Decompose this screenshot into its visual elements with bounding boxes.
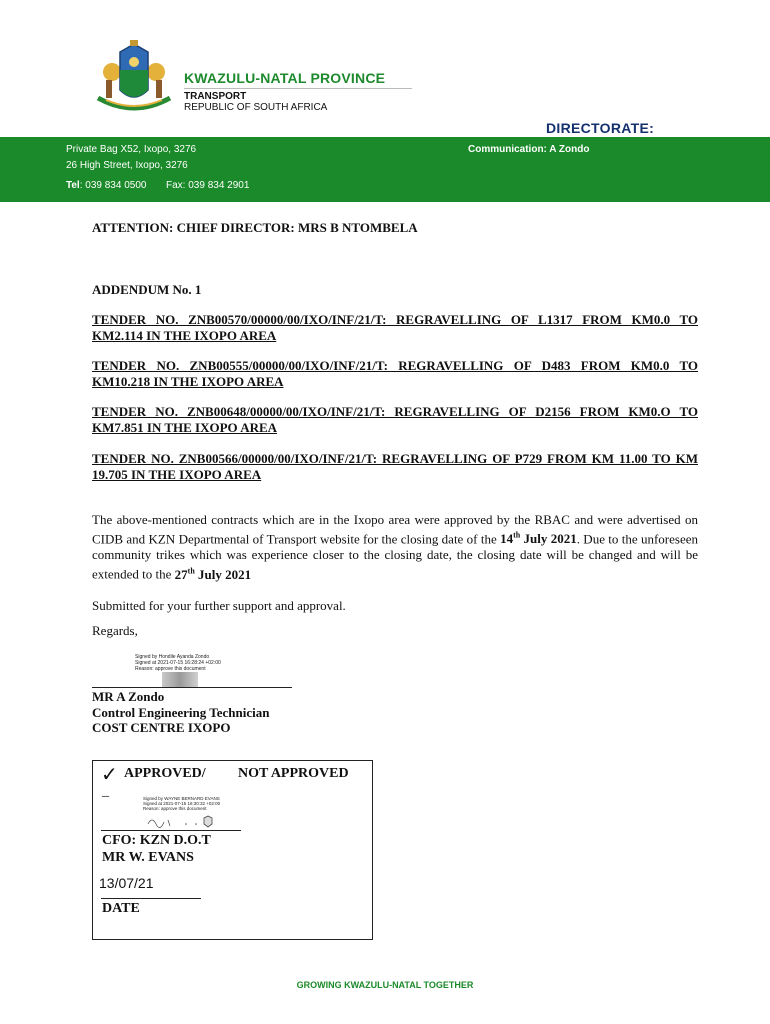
telephone-number xyxy=(66,180,146,191)
province-name: KWAZULU-NATAL PROVINCE xyxy=(184,70,386,86)
signature-meta-line: Signed by Hondile Ayanda Zondo xyxy=(135,654,210,660)
signature-line xyxy=(92,687,292,688)
not-approved-label: NOT APPROVED xyxy=(238,766,349,781)
addendum-title: ADDENDUM No. 1 xyxy=(92,282,202,297)
closing-date-original: 14th July 2021 xyxy=(500,531,577,547)
cfo-title: CFO: KZN D.O.T xyxy=(102,833,211,848)
street-address: 26 High Street, Ixopo, 3276 xyxy=(66,160,188,171)
letterhead-divider xyxy=(184,88,412,89)
signatory-cost-centre: COST CENTRE IXOPO xyxy=(92,720,231,735)
telephone-label: Tel xyxy=(66,180,80,191)
signatory-name: MR A Zondo xyxy=(92,689,165,704)
provincial-coat-of-arms-logo xyxy=(90,40,178,120)
submitted-line: Submitted for your further support and approval. xyxy=(92,598,346,613)
contact-band xyxy=(0,137,770,202)
signature-meta-line: Signed by WAYNE BERNARD EVANS xyxy=(143,796,220,801)
handwritten-signature-image xyxy=(146,812,236,830)
checkmark-icon: ✓ xyxy=(101,762,118,786)
body-text-part1: The above-mentioned contracts which are in the Ixopo area were approved by the RBAC and were advertised on CIDB and KZN Departmental of Transport website for the closing date of the xyxy=(92,512,698,547)
approved-label: APPROVED/ xyxy=(124,766,206,781)
signatory-title: Control Engineering Technician xyxy=(92,705,270,720)
approval-date-value: 13/07/21 xyxy=(99,875,154,891)
date-label: DATE xyxy=(102,901,140,916)
country-name: REPUBLIC OF SOUTH AFRICA xyxy=(184,102,328,113)
cfo-signature-line xyxy=(101,830,241,831)
telephone-value: : 039 834 0500 xyxy=(79,180,147,191)
department-name: TRANSPORT xyxy=(184,91,247,102)
date-line xyxy=(101,898,201,899)
tender-item: TENDER NO. ZNB00570/00000/00/IXO/INF/21/T: REGRAVELLING OF L1317 FROM KM0.0 TO KM2.114 IN THE IXOPO AREA xyxy=(92,312,698,343)
tender-item: TENDER NO. ZNB00555/00000/00/IXO/INF/21/T: REGRAVELLING OF D483 FROM KM0.0 TO KM10.218 IN THE IXOPO AREA xyxy=(92,358,698,389)
signature-meta-line: Reason: approve this document xyxy=(143,806,207,811)
signature-meta-line: Signed at 2021-07-15 16:28:24 +02:00 xyxy=(135,660,221,666)
body-paragraph xyxy=(92,512,698,583)
tender-item: TENDER NO. ZNB00566/00000/00/IXO/INF/21/T: REGRAVELLING OF P729 FROM KM 11.00 TO KM 19.705 IN THE IXOPO AREA xyxy=(92,451,698,482)
cfo-name: MR W. EVANS xyxy=(102,850,194,865)
tender-item: TENDER NO. ZNB00648/00000/00/IXO/INF/21/T: REGRAVELLING OF D2156 FROM KM0.O TO KM7.851 IN THE IXOPO AREA xyxy=(92,404,698,435)
digital-signature-image xyxy=(162,672,198,687)
attention-line: ATTENTION: CHIEF DIRECTOR: MRS B NTOMBELA xyxy=(92,220,418,235)
communication-contact: Communication: A Zondo xyxy=(468,144,590,155)
approval-dash: _ xyxy=(102,784,109,799)
fax-number: Fax: 039 834 2901 xyxy=(166,180,250,191)
regards-line: Regards, xyxy=(92,623,138,638)
footer-slogan: GROWING KWAZULU-NATAL TOGETHER xyxy=(296,980,474,990)
postal-address: Private Bag X52, Ixopo, 3276 xyxy=(66,144,197,155)
signature-meta-line: Signed at 2021-07-15 16:30:32 +02:00 xyxy=(143,801,221,806)
closing-date-extended: 27th July 2021 xyxy=(174,566,252,582)
directorate-label: DIRECTORATE: xyxy=(546,120,655,136)
signature-meta-line: Reason: approve this document xyxy=(135,666,206,672)
body-text-part2: . Due to the unforeseen community trikes which was experience closer to the closing date, the closing date will be changed and will be extended to the xyxy=(92,531,699,582)
